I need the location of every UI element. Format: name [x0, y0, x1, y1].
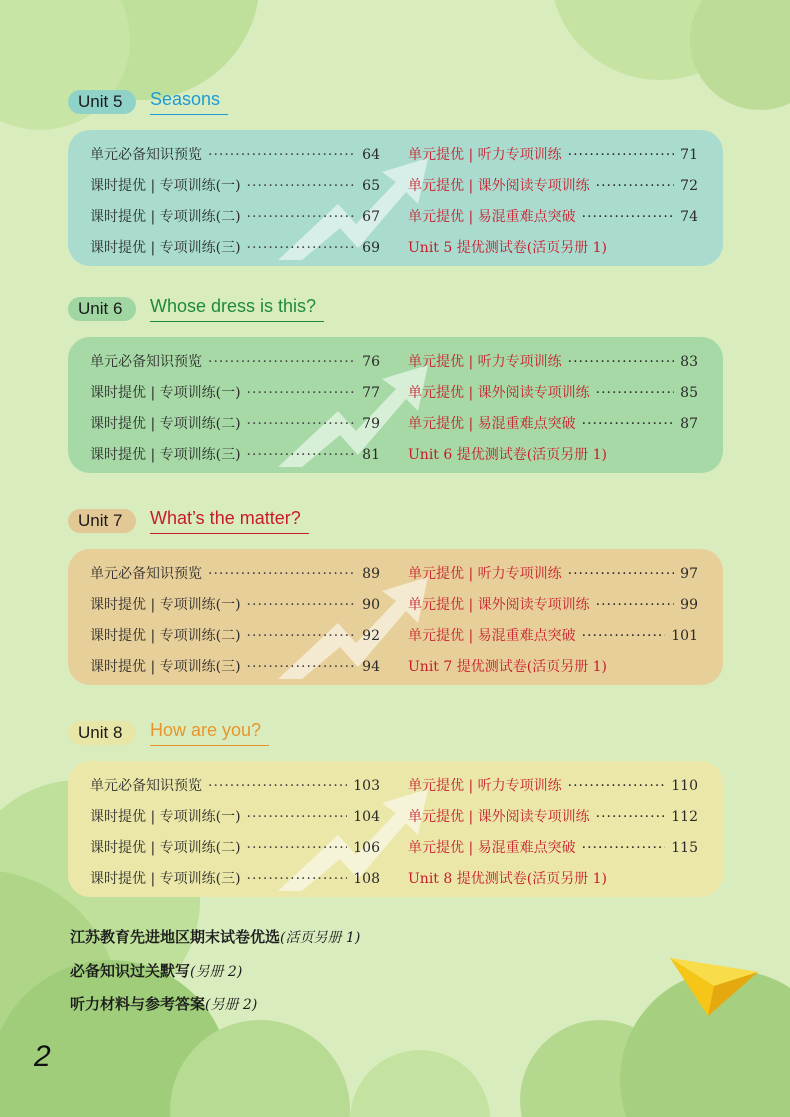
entry-page-number: 108 [353, 871, 380, 887]
entry-page-number: 77 [362, 385, 380, 401]
entry-page-number: 104 [353, 809, 380, 825]
dot-leader [208, 771, 347, 802]
dot-leader [247, 378, 357, 409]
extra-item-exam-selection[interactable]: 江苏教育先进地区期末试卷优选(活页另册 1) [70, 928, 361, 946]
entry-title: 课时提优 | 专项训练(一) [90, 385, 241, 401]
unit-contents-box [68, 130, 723, 266]
entry-page-number: 94 [362, 659, 380, 675]
contents-column-right [408, 140, 698, 264]
entry-page-number: 71 [680, 147, 698, 163]
contents-entry[interactable] [408, 802, 698, 833]
unit-header [68, 719, 723, 755]
contents-entry[interactable] [90, 171, 380, 202]
unit-label: Unit 8 [68, 721, 136, 745]
entry-title: 单元提优 | 听力专项训练 [408, 147, 562, 163]
dot-leader [247, 621, 357, 652]
entry-page-number: 87 [680, 416, 698, 432]
entry-title: 课时提优 | 专项训练(三) [90, 871, 241, 887]
entry-title: Unit 5 提优测试卷(活页另册 1) [408, 240, 608, 256]
contents-entry[interactable] [90, 864, 380, 895]
entry-title: Unit 8 提优测试卷(活页另册 1) [408, 871, 608, 887]
entry-page-number: 110 [671, 778, 698, 794]
contents-entry[interactable] [90, 140, 380, 171]
contents-entry[interactable] [408, 171, 698, 202]
dot-leader [247, 171, 357, 202]
contents-column-left [90, 559, 380, 683]
entry-title: 单元必备知识预览 [90, 354, 202, 370]
entry-title: 单元提优 | 听力专项训练 [408, 566, 562, 582]
contents-entry[interactable] [408, 833, 698, 864]
entry-page-number: 64 [362, 147, 380, 163]
entry-page-number: 74 [680, 209, 698, 225]
entry-title: 单元提优 | 易混重难点突破 [408, 840, 576, 856]
contents-entry[interactable] [90, 771, 380, 802]
entry-page-number: 90 [362, 597, 380, 613]
entry-title: 课时提优 | 专项训练(一) [90, 178, 241, 194]
contents-entry[interactable] [90, 802, 380, 833]
entry-title: 单元提优 | 易混重难点突破 [408, 416, 576, 432]
entry-title: 单元必备知识预览 [90, 566, 202, 582]
entry-page-number: 112 [671, 809, 698, 825]
entry-title: 课时提优 | 专项训练(三) [90, 447, 241, 463]
unit-header [68, 88, 723, 124]
unit-section [68, 507, 723, 685]
entry-page-number: 76 [362, 354, 380, 370]
dot-leader [596, 171, 675, 202]
entry-title: 单元提优 | 易混重难点突破 [408, 628, 576, 644]
contents-entry[interactable] [408, 771, 698, 802]
dot-leader [582, 621, 666, 652]
contents-entry[interactable] [408, 202, 698, 233]
entry-title: 课时提优 | 专项训练(一) [90, 597, 241, 613]
entry-title: 课时提优 | 专项训练(二) [90, 628, 241, 644]
entry-title: Unit 6 提优测试卷(活页另册 1) [408, 447, 608, 463]
contents-column-left [90, 140, 380, 264]
dot-leader [568, 771, 666, 802]
contents-entry[interactable] [408, 409, 698, 440]
entry-page-number: 72 [680, 178, 698, 194]
entry-page-number: 85 [680, 385, 698, 401]
unit-title: What’s the matter? [150, 508, 301, 531]
contents-entry[interactable] [90, 652, 380, 683]
entry-page-number: 83 [680, 354, 698, 370]
contents-entry[interactable] [90, 440, 380, 471]
entry-page-number: 115 [671, 840, 698, 856]
dot-leader [247, 440, 357, 471]
dot-leader [247, 202, 357, 233]
dot-leader [247, 409, 357, 440]
entry-title: 课时提优 | 专项训练(一) [90, 809, 241, 825]
entry-page-number: 69 [362, 240, 380, 256]
contents-column-right [408, 347, 698, 471]
dot-leader [208, 140, 356, 171]
entry-page-number: 99 [680, 597, 698, 613]
contents-entry[interactable] [90, 378, 380, 409]
unit-label: Unit 5 [68, 90, 136, 114]
entry-title: Unit 7 提优测试卷(活页另册 1) [408, 659, 608, 675]
contents-column-right [408, 771, 698, 895]
entry-page-number: 92 [362, 628, 380, 644]
dot-leader [582, 833, 666, 864]
entry-title: 单元提优 | 易混重难点突破 [408, 209, 576, 225]
entry-title: 单元必备知识预览 [90, 147, 202, 163]
dot-leader [247, 864, 348, 895]
contents-entry-test[interactable] [408, 440, 698, 471]
entry-title: 课时提优 | 专项训练(三) [90, 659, 241, 675]
entry-page-number: 65 [362, 178, 380, 194]
dot-leader [596, 802, 666, 833]
contents-entry[interactable] [90, 590, 380, 621]
unit-title: Seasons [150, 89, 220, 112]
entry-page-number: 101 [671, 628, 698, 644]
contents-entry[interactable] [90, 202, 380, 233]
dot-leader [247, 233, 357, 264]
contents-column-left [90, 771, 380, 895]
entry-page-number: 106 [353, 840, 380, 856]
contents-entry-test[interactable] [408, 864, 698, 895]
contents-entry[interactable] [408, 378, 698, 409]
dot-leader [596, 378, 675, 409]
contents-column-left [90, 347, 380, 471]
dot-leader [247, 802, 348, 833]
entry-title: 单元提优 | 听力专项训练 [408, 354, 562, 370]
paper-plane-icon [668, 950, 760, 1020]
dot-leader [582, 409, 675, 440]
unit-contents-box [68, 337, 723, 473]
contents-column-right [408, 559, 698, 683]
contents-entry-test[interactable] [408, 233, 698, 264]
page-number: 2 [34, 1040, 51, 1073]
entry-title: 单元提优 | 课外阅读专项训练 [408, 178, 590, 194]
entry-page-number: 79 [362, 416, 380, 432]
dot-leader [568, 140, 675, 171]
contents-entry[interactable] [408, 590, 698, 621]
entry-title: 单元必备知识预览 [90, 778, 202, 794]
entry-title: 课时提优 | 专项训练(二) [90, 416, 241, 432]
entry-title: 单元提优 | 课外阅读专项训练 [408, 385, 590, 401]
unit-section [68, 295, 723, 473]
contents-entry[interactable] [90, 833, 380, 864]
unit-label: Unit 6 [68, 297, 136, 321]
unit-contents-box [68, 761, 723, 897]
unit-title: How are you? [150, 720, 261, 743]
dot-leader [208, 559, 356, 590]
entry-title: 单元提优 | 课外阅读专项训练 [408, 809, 590, 825]
entry-page-number: 67 [362, 209, 380, 225]
dot-leader [247, 590, 357, 621]
entry-title: 单元提优 | 课外阅读专项训练 [408, 597, 590, 613]
dot-leader [247, 833, 348, 864]
unit-section [68, 719, 723, 897]
unit-title: Whose dress is this? [150, 296, 316, 319]
unit-contents-box [68, 549, 723, 685]
entry-title: 课时提优 | 专项训练(三) [90, 240, 241, 256]
contents-entry-test[interactable] [408, 652, 698, 683]
entry-title: 课时提优 | 专项训练(二) [90, 209, 241, 225]
contents-entry[interactable] [90, 621, 380, 652]
entry-title: 课时提优 | 专项训练(二) [90, 840, 241, 856]
unit-label: Unit 7 [68, 509, 136, 533]
entry-page-number: 97 [680, 566, 698, 582]
contents-entry[interactable] [90, 409, 380, 440]
contents-entry[interactable] [408, 140, 698, 171]
extra-item-knowledge-dictation[interactable]: 必备知识过关默写(另册 2) [70, 962, 243, 980]
entry-title: 单元提优 | 听力专项训练 [408, 778, 562, 794]
contents-entry[interactable] [408, 621, 698, 652]
contents-entry[interactable] [408, 347, 698, 378]
dot-leader [596, 590, 675, 621]
dot-leader [582, 202, 675, 233]
contents-entry[interactable] [408, 559, 698, 590]
unit-header [68, 295, 723, 331]
contents-entry[interactable] [90, 559, 380, 590]
contents-entry[interactable] [90, 347, 380, 378]
entry-page-number: 89 [362, 566, 380, 582]
extra-item-listening-answers[interactable]: 听力材料与参考答案(另册 2) [70, 995, 258, 1013]
dot-leader [568, 559, 675, 590]
unit-header [68, 507, 723, 543]
dot-leader [568, 347, 675, 378]
unit-section [68, 88, 723, 266]
contents-entry[interactable] [90, 233, 380, 264]
dot-leader [208, 347, 356, 378]
entry-page-number: 103 [353, 778, 380, 794]
dot-leader [247, 652, 357, 683]
entry-page-number: 81 [362, 447, 380, 463]
